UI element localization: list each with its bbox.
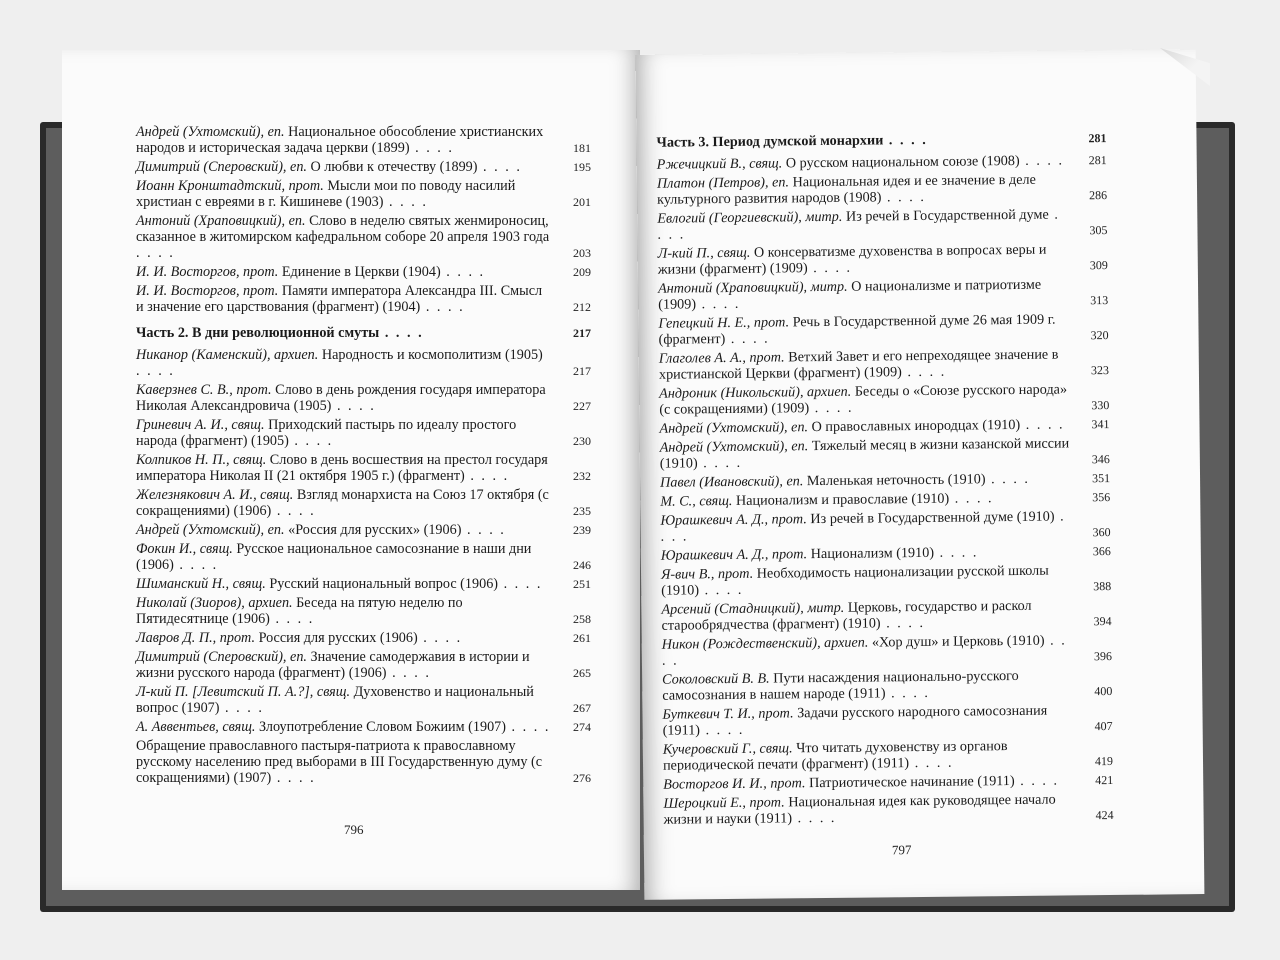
toc-entry (136, 283, 591, 315)
toc-entry (657, 152, 1107, 173)
toc-entry (658, 311, 1108, 348)
toc-author: Павел (Ивановский), еп. (659, 473, 804, 491)
toc-title: Обращение православного пастыря-патриота к православному русскому населению пред выборами в III Государственную думу (с сокращениями) (1907) (136, 738, 543, 786)
toc-page-number: 421 (1095, 772, 1114, 788)
toc-title: Необходимость национализации русской школы (1910) (661, 562, 1049, 599)
toc-page-number: 276 (573, 771, 591, 785)
toc-page-number: 351 (1091, 471, 1111, 486)
toc-author: Шероцкий Е., прот. (663, 794, 785, 812)
toc-leader-dots: . . . . (477, 159, 522, 175)
toc-entry (663, 737, 1113, 774)
toc-entry (136, 417, 591, 449)
toc-author: Евлогий (Георгиевский), митр. (657, 208, 843, 227)
toc-entry (662, 702, 1112, 739)
toc-title: «Россия для русских» (1906) (288, 522, 462, 538)
toc-page-number: 286 (1089, 188, 1108, 203)
toc-title: Из речей в Государственной думе (845, 206, 1049, 225)
toc-title: О консерватизме духовенства в вопросах веры и жизни (фрагмент) (1909) (657, 241, 1047, 278)
toc-leader-dots: . . . . (949, 490, 994, 507)
toc-page-number: 330 (1091, 398, 1110, 413)
toc-page-number: 232 (573, 469, 591, 483)
toc-author: Платон (Петров), еп. (656, 174, 790, 192)
toc-page-number: 217 (573, 326, 591, 340)
toc-leader-dots: . . . . (219, 700, 264, 716)
toc-leader-dots: . . . . (464, 468, 510, 484)
toc-title: Тяжелый месяц в жизни казанской миссии (1910) (659, 435, 1070, 472)
toc-part-title: Часть 3. Период думской монархии (656, 132, 884, 151)
toc-leader-dots: . . . . (809, 399, 854, 417)
toc-author: М. С., свящ. (660, 492, 733, 510)
toc-author: И. И. Восторгов, прот. (136, 264, 279, 280)
toc-page-number: 360 (1092, 525, 1111, 540)
toc-page-number: 195 (573, 160, 591, 174)
toc-author: Антоний (Храповицкий), митр. (657, 278, 848, 297)
toc-author: Л-кий П., свящ. (657, 244, 751, 262)
toc-entry (660, 470, 1110, 491)
toc-author: Димитрий (Сперовский), еп. (136, 159, 307, 175)
toc-leader-dots: . . . . (506, 719, 551, 735)
toc-page-number: 400 (1094, 683, 1113, 699)
toc-leader-dots: . . . . (379, 325, 424, 341)
toc-leader-dots: . . . . (699, 721, 745, 739)
toc-author: Восторгов И. И., прот. (663, 775, 806, 793)
toc-entry (662, 632, 1112, 669)
toc-page-number: 281 (1088, 131, 1107, 146)
toc-author: Николай (Зиоров), архиеп. (136, 595, 293, 611)
toc-title: Маленькая неточность (1910) (806, 471, 986, 490)
toc-leader-dots: . . . . (386, 665, 431, 681)
toc-entry (658, 276, 1108, 313)
toc-entry (136, 684, 591, 716)
toc-title: Русский национальный вопрос (1906) (269, 576, 499, 592)
toc-title: О православных инородцах (1910) (811, 416, 1021, 436)
toc-leader-dots: . . . . (791, 809, 837, 827)
toc-leader-dots: . . . . (695, 295, 741, 313)
toc-leader-dots: . . . . (880, 614, 926, 632)
toc-leader-dots: . . . . (1020, 416, 1065, 433)
toc-page-number: 394 (1093, 614, 1112, 629)
toc-title: Патриотическое начинание (1911) (809, 773, 1015, 792)
toc-page-number: 267 (573, 701, 591, 715)
toc-entry (136, 213, 591, 261)
toc-author: Юрашкевич А. Д., прот. (660, 546, 808, 564)
toc-title: Памяти императора Александра III. Смысл и значение его царствования (фрагмент) (1904) (136, 283, 543, 315)
toc-title: Национальная идея как руководящее начало жизни и науки (1911) (663, 791, 1056, 828)
toc-entry (663, 791, 1113, 828)
toc-leader-dots: . . . . (173, 557, 219, 573)
toc-leader-dots: . . . . (807, 259, 853, 277)
toc-author: Ржечицкий В., свящ. (656, 155, 783, 173)
toc-page-number: 201 (573, 195, 591, 209)
toc-author: Никанор (Каменский), архиеп. (136, 347, 319, 363)
toc-author: Л-кий П. [Левитский П. А.?], свящ. (136, 684, 351, 700)
toc-entry (136, 264, 591, 280)
toc-page-number: 388 (1093, 579, 1112, 594)
toc-entry (663, 772, 1113, 793)
toc-author: Глаголев А. А., прот. (658, 349, 785, 367)
toc-page-number: 356 (1092, 490, 1111, 505)
toc-author: Антоний (Храповицкий), еп. (136, 213, 306, 229)
toc-entry (657, 206, 1107, 243)
table-of-contents-right (656, 120, 1113, 831)
toc-page-number: 396 (1093, 649, 1112, 664)
toc-entry (136, 522, 591, 538)
toc-page-number: 265 (573, 666, 591, 680)
toc-title: Что читать духовенству из органов периодической печати (фрагмент) (1911) (662, 738, 1008, 774)
toc-author: Димитрий (Сперовский), еп. (136, 649, 307, 665)
toc-page-number: 217 (573, 364, 591, 378)
toc-leader-dots: . . . . (657, 206, 1060, 243)
toc-entry (661, 597, 1111, 634)
toc-leader-dots: . . . . (661, 632, 1067, 669)
toc-page-number: 235 (573, 504, 591, 518)
toc-page-number: 313 (1090, 293, 1109, 308)
toc-leader-dots: . . . . (909, 754, 954, 772)
toc-page-number: 239 (573, 523, 591, 537)
toc-part-heading (656, 130, 1106, 151)
toc-title: Слово в неделю святых женмироносиц, сказанное в житомирском кафедральном соборе 20 апреля 1903 года (136, 213, 550, 245)
toc-leader-dots: . . . . (271, 770, 316, 786)
toc-title: Русское национальное самосознание в наши дни (1906) (136, 541, 532, 573)
toc-title: Единение в Церкви (1904) (281, 264, 441, 280)
toc-page-number: 309 (1089, 258, 1108, 273)
toc-author: Юрашкевич А. Д., прот. (660, 511, 807, 529)
toc-author: Лавров Д. П., прот. (136, 630, 256, 646)
toc-leader-dots: . . . . (885, 684, 930, 702)
toc-title: Взгляд монархиста на Союз 17 октября (с сокращениями) (1906) (136, 487, 549, 519)
toc-author: Андрей (Ухтомский), еп. (136, 522, 285, 538)
toc-leader-dots: . . . . (985, 470, 1031, 488)
toc-title: Духовенство и национальный вопрос (1907) (136, 684, 534, 716)
toc-author: Я-вич В., прот. (660, 565, 754, 583)
toc-entry (657, 171, 1107, 208)
toc-entry (659, 381, 1109, 418)
toc-title: Россия для русских (1906) (258, 630, 418, 646)
toc-title: Приходский пастырь по идеалу простого народа (фрагмент) (1905) (136, 417, 517, 449)
toc-author: Гепецкий Н. Е., прот. (658, 314, 790, 332)
toc-title: Задачи русского народного самосознания (1911) (662, 702, 1048, 739)
toc-leader-dots: . . . . (331, 398, 376, 414)
toc-author: Андроник (Никольский), архиеп. (659, 383, 852, 402)
toc-title: Слово в день рождения государя императора Николая Александровича (1905) (136, 382, 546, 414)
toc-leader-dots: . . . . (420, 299, 465, 315)
toc-entry (136, 347, 591, 379)
toc-entry (658, 241, 1108, 278)
toc-title: Народность и космополитизм (1905) (321, 347, 543, 363)
toc-title: О русском национальном союзе (1908) (785, 152, 1020, 172)
toc-leader-dots: . . . . (136, 245, 175, 261)
toc-title: Национальная идея и ее значение в деле культурного развития народов (1908) (657, 171, 1036, 208)
toc-leader-dots: . . . . (136, 363, 175, 379)
toc-entry (136, 541, 591, 573)
toc-title: Национализм (1910) (810, 544, 935, 563)
toc-page-number: 274 (573, 720, 591, 734)
toc-leader-dots: . . . . (933, 544, 979, 561)
toc-leader-dots: . . . . (383, 194, 428, 210)
toc-entry (660, 435, 1110, 472)
right-page (636, 49, 1205, 900)
toc-page-number: 320 (1090, 328, 1109, 343)
toc-author: Никон (Рождественский), архиеп. (661, 634, 869, 653)
toc-page-number: 261 (573, 631, 591, 645)
toc-entry (136, 719, 591, 735)
toc-leader-dots: . . . . (288, 433, 334, 449)
toc-leader-dots: . . . . (1014, 772, 1060, 790)
toc-leader-dots: . . . . (1019, 152, 1065, 169)
table-of-contents-left (136, 124, 591, 789)
toc-part-heading (136, 325, 591, 341)
toc-leader-dots: . . . . (901, 363, 947, 381)
toc-entry (136, 382, 591, 414)
toc-leader-dots: . . . . (271, 503, 316, 519)
toc-leader-dots: . . . . (440, 264, 486, 280)
toc-leader-dots: . . . . (883, 131, 928, 149)
toc-leader-dots: . . . . (660, 508, 1066, 545)
toc-entry (660, 508, 1110, 545)
toc-entry (136, 630, 591, 646)
toc-title: Мысли мои по поводу насилий христиан с евреями в г. Кишиневе (1903) (136, 178, 516, 210)
toc-author: Каверзнев С. В., прот. (136, 382, 272, 398)
toc-entry (662, 667, 1112, 704)
toc-title: Значение самодержавия в истории и жизни русского народа (фрагмент) (1906) (136, 649, 530, 681)
toc-title: «Хор душ» и Церковь (1910) (871, 632, 1045, 651)
toc-page-number: 305 (1089, 223, 1108, 238)
toc-page-number: 251 (573, 577, 591, 591)
toc-entry (136, 487, 591, 519)
toc-entry (660, 489, 1110, 510)
toc-part-title: Часть 2. В дни революционной смуты (136, 325, 380, 341)
toc-title: Беседа на пятую неделю по Пятидесятнице (1906) (136, 595, 463, 627)
toc-page-number: 346 (1091, 452, 1110, 467)
toc-entry (136, 738, 591, 786)
toc-page-number: 258 (573, 612, 591, 626)
toc-entry (659, 416, 1109, 437)
toc-author: Андрей (Ухтомский), еп. (659, 438, 809, 456)
toc-author: Иоанн Кронштадтский, прот. (136, 178, 324, 194)
toc-author: Колпиков Н. П., свящ. (136, 452, 267, 468)
toc-title: Церковь, государство и раскол старообрядчества (фрагмент) (1910) (661, 597, 1032, 634)
toc-author: Андрей (Ухтомский), еп. (659, 419, 809, 437)
toc-page-number: 407 (1094, 718, 1113, 734)
toc-page-number: 281 (1088, 153, 1107, 168)
toc-author: Андрей (Ухтомский), еп. (136, 124, 285, 140)
toc-title: О любви к отечеству (1899) (310, 159, 478, 175)
toc-author: Кучеровский Г., свящ. (662, 740, 793, 758)
toc-leader-dots: . . . . (417, 630, 463, 646)
toc-page-number: 323 (1090, 363, 1109, 378)
toc-page-number: 212 (573, 300, 591, 314)
toc-author: Буткевич Т. И., прот. (662, 705, 794, 723)
toc-page-number: 227 (573, 399, 591, 413)
toc-author: И. И. Восторгов, прот. (136, 283, 279, 299)
toc-leader-dots: . . . . (498, 576, 543, 592)
toc-page-number: 341 (1091, 417, 1110, 432)
toc-title: О национализме и патриотизме (1909) (658, 276, 1042, 313)
toc-author: Соколовский В. В. (662, 670, 770, 688)
toc-leader-dots: . . . . (697, 454, 743, 472)
toc-author: Шиманский Н., свящ. (136, 576, 266, 592)
toc-page-number: 181 (573, 141, 591, 155)
toc-page-number: 246 (573, 558, 591, 572)
toc-title: Пути насаждения национально-русского самосознания в нашем народе (1911) (662, 667, 1019, 704)
toc-title: Национализм и православие (1910) (735, 490, 950, 509)
toc-leader-dots: . . . . (269, 611, 315, 627)
toc-entry (136, 595, 591, 627)
toc-author: А. Аввентьев, свящ. (136, 719, 256, 735)
toc-entry (136, 178, 591, 210)
toc-entry (136, 124, 591, 156)
toc-author: Фокин И., свящ. (136, 541, 233, 557)
toc-author: Арсений (Стадницкий), митр. (661, 599, 845, 618)
toc-title: Национальное обособление христианских народов и историческая задача церкви (1899) (136, 124, 544, 156)
toc-page-number: 424 (1095, 807, 1114, 823)
toc-author: Железнякович А. И., свящ. (136, 487, 294, 503)
toc-leader-dots: . . . . (698, 581, 744, 599)
toc-entry (136, 576, 591, 592)
toc-title: Слово в день восшествия на престол государя императора Николая II (21 октября 1905 г.) (фрагмент) (136, 452, 548, 484)
left-page (62, 50, 640, 890)
toc-title: Злоупотребление Словом Божиим (1907) (259, 719, 506, 735)
toc-entry (136, 649, 591, 681)
toc-page-number: 366 (1092, 544, 1111, 559)
toc-page-number: 419 (1094, 753, 1114, 769)
toc-entry (661, 543, 1111, 564)
toc-leader-dots: . . . . (409, 140, 454, 156)
toc-author: Гриневич А. И., свящ. (136, 417, 265, 433)
toc-page-number: 230 (573, 434, 591, 448)
toc-entry (661, 562, 1111, 599)
page-number-left: 796 (344, 822, 364, 837)
toc-title: Ветхий Завет и его непреходящее значение в христианской Церкви (фрагмент) (1909) (658, 346, 1059, 383)
toc-leader-dots: . . . . (725, 330, 770, 348)
toc-entry (136, 452, 591, 484)
toc-title: Речь в Государственной думе 26 мая 1909 г. (фрагмент) (658, 311, 1056, 348)
toc-page-number: 203 (573, 246, 591, 260)
toc-leader-dots: . . . . (881, 188, 926, 206)
toc-leader-dots: . . . . (461, 522, 506, 538)
toc-title: Беседы о «Союзе русского народа» (с сокращениями) (1909) (659, 381, 1068, 418)
toc-entry (136, 159, 591, 175)
page-number-right: 797 (891, 842, 912, 858)
toc-entry (659, 346, 1109, 383)
toc-page-number: 209 (573, 265, 591, 279)
toc-title: Из речей в Государственной думе (1910) (810, 508, 1055, 528)
